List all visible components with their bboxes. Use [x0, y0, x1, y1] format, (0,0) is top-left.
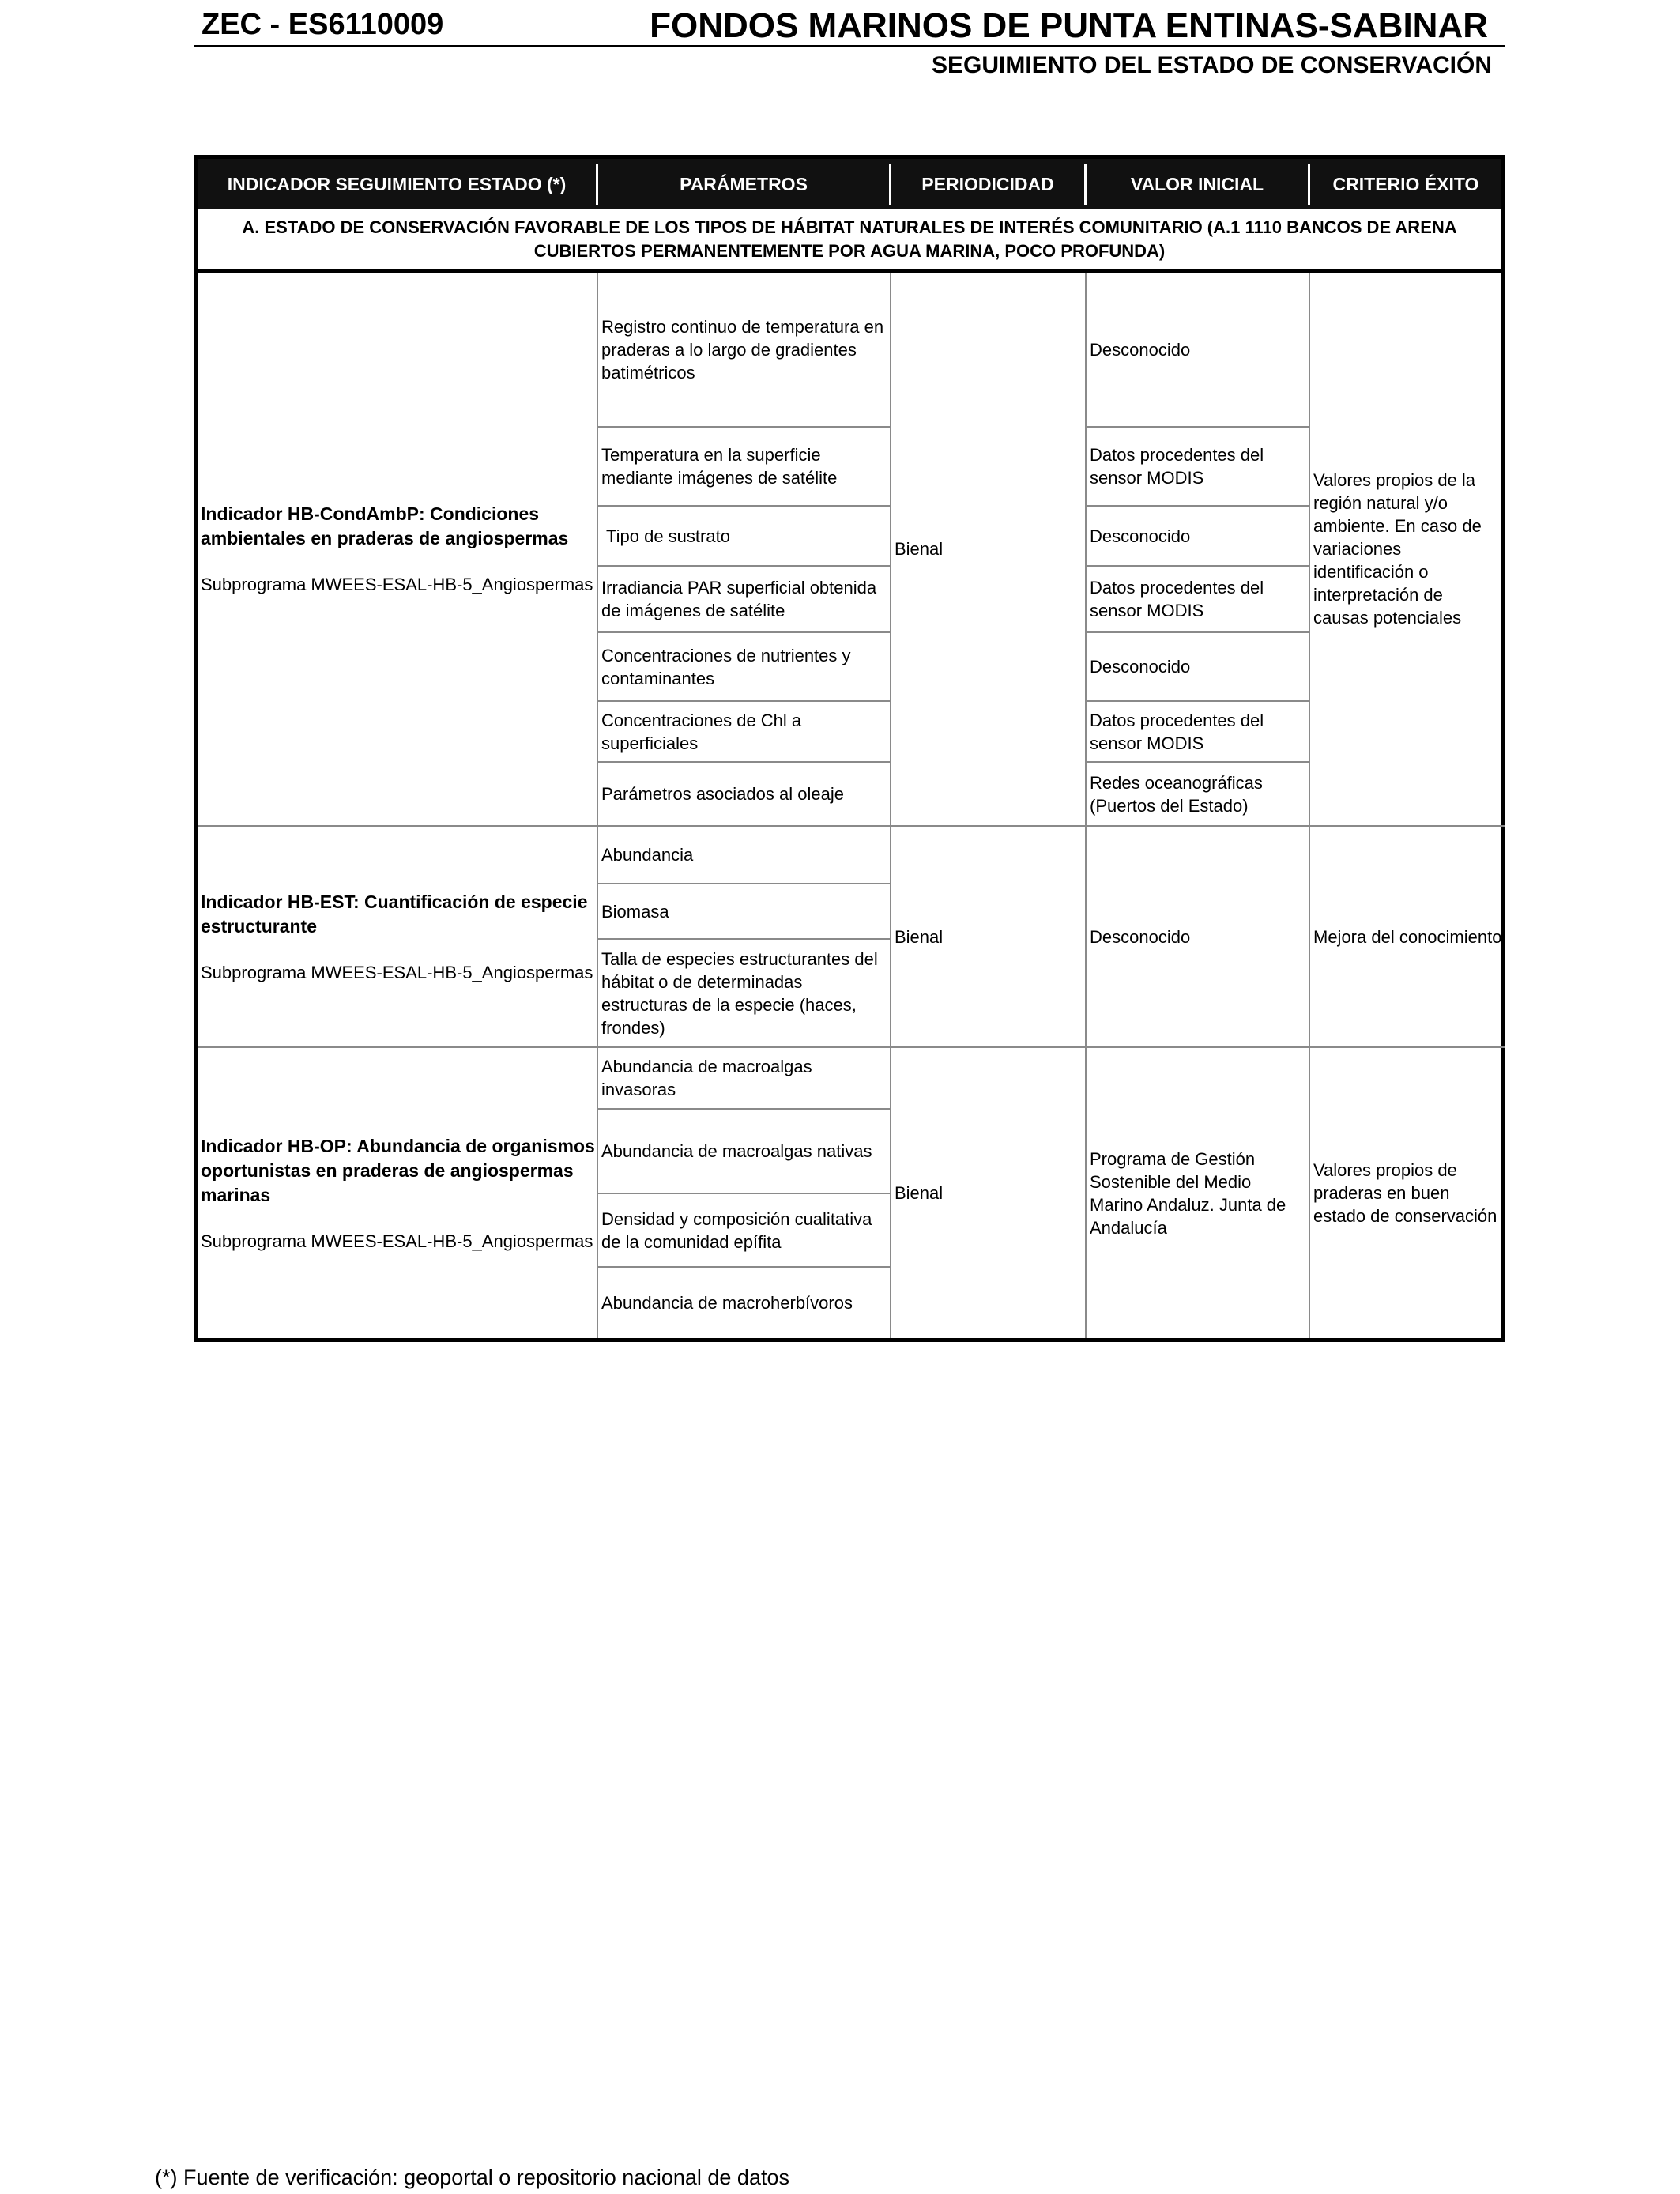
indicator-subprogram: Subprograma MWEES-ESAL-HB-5_Angiospermas: [201, 1231, 593, 1251]
section-title: A. ESTADO DE CONSERVACIÓN FAVORABLE DE LOS TIPOS DE HÁBITAT NATURALES DE INTERÉS COMUNITARIO (A.1 1110 BANCOS DE ARENA CUBIERTOS PERMANENTEMENTE POR AGUA MARINA, POCO PROFUNDA): [198, 209, 1501, 273]
parameter-cell: [598, 273, 891, 428]
criterion-text: Valores propios de praderas en buen estado de conservación: [1313, 1160, 1497, 1226]
indicator-title: Indicador HB-CondAmbP: Condiciones ambientales en praderas de angiospermas: [201, 503, 569, 548]
initial-value-cell: [1087, 827, 1310, 1048]
initial-value-text: Programa de Gestión Sostenible del Medio Marino Andaluz. Junta de Andalucía: [1090, 1148, 1286, 1238]
initial-value-text: Desconocido: [1090, 339, 1191, 360]
col-header-parameters: PARÁMETROS: [680, 173, 808, 194]
parameter-text: Talla de especies estructurantes del hábitat o de determinadas estructuras de la especie (haces, frondes): [601, 948, 878, 1038]
periodicity-text: Bienal: [895, 1183, 944, 1203]
parameter-cell: [598, 884, 891, 940]
col-header-initial-value: VALOR INICIAL: [1130, 173, 1264, 194]
initial-value-text: Datos procedentes del sensor MODIS: [1090, 445, 1264, 488]
parameter-cell: [598, 428, 891, 507]
col-header-success-criterion: CRITERIO ÉXITO: [1332, 173, 1479, 194]
criterion-cell: [1310, 827, 1505, 1048]
page-subtitle: SEGUIMIENTO DEL ESTADO DE CONSERVACIÓN: [932, 52, 1492, 78]
parameter-cell: [598, 1110, 891, 1194]
criterion-cell: [1310, 1048, 1505, 1338]
initial-value-text: Redes oceanográficas (Puertos del Estado): [1090, 772, 1263, 816]
conservation-table: [194, 155, 1505, 1342]
col-header-indicator: INDICADOR SEGUIMIENTO ESTADO (*): [227, 173, 567, 194]
parameter-text: Abundancia de macroalgas invasoras: [601, 1057, 812, 1099]
periodicity-cell: [891, 827, 1087, 1048]
parameter-cell: [598, 827, 891, 884]
indicator-title: Indicador HB-OP: Abundancia de organismos oportunistas en praderas de angiospermas marinas: [201, 1135, 595, 1205]
periodicity-text: Bienal: [895, 926, 944, 947]
footnote: (*) Fuente de verificación: geoportal o repositorio nacional de datos: [155, 2166, 789, 2189]
parameter-text: Abundancia de macroherbívoros: [601, 1293, 853, 1313]
initial-value-text: Desconocido: [1090, 526, 1191, 546]
criterion-text: Mejora del conocimiento: [1313, 926, 1502, 947]
parameter-cell: [598, 702, 891, 763]
parameter-cell: [598, 567, 891, 633]
initial-value-cell: [1087, 763, 1310, 827]
parameter-text: Abundancia: [601, 845, 694, 865]
parameter-text: Tipo de sustrato: [606, 526, 730, 546]
indicator-subprogram: Subprograma MWEES-ESAL-HB-5_Angiospermas: [201, 575, 593, 594]
parameter-text: Densidad y composición cualitativa de la comunidad epífita: [601, 1208, 872, 1252]
header-rule: [194, 45, 1505, 47]
col-header-periodicity: PERIODICIDAD: [921, 173, 1054, 194]
initial-value-cell: [1087, 633, 1310, 702]
initial-value-cell: [1087, 428, 1310, 507]
parameter-cell: [598, 1048, 891, 1110]
periodicity-cell: [891, 273, 1087, 827]
indicator-cell: [198, 273, 598, 827]
parameter-cell: [598, 763, 891, 827]
parameter-cell: [598, 1194, 891, 1268]
initial-value-cell: [1087, 567, 1310, 633]
parameter-text: Concentraciones de Chl a superficiales: [601, 710, 802, 753]
parameter-text: Biomasa: [601, 901, 669, 922]
initial-value-text: Desconocido: [1090, 657, 1191, 677]
parameter-cell: [598, 1268, 891, 1338]
initial-value-cell: [1087, 273, 1310, 428]
parameter-cell: [598, 507, 891, 567]
periodicity-cell: [891, 1048, 1087, 1338]
parameter-cell: [598, 940, 891, 1048]
parameter-text: Parámetros asociados al oleaje: [601, 784, 844, 804]
indicator-subprogram: Subprograma MWEES-ESAL-HB-5_Angiospermas: [201, 962, 593, 982]
parameter-text: Registro continuo de temperatura en praderas a lo largo de gradientes batimétricos: [601, 316, 884, 383]
site-name: FONDOS MARINOS DE PUNTA ENTINAS-SABINAR: [650, 6, 1488, 45]
parameter-cell: [598, 633, 891, 702]
initial-value-cell: [1087, 702, 1310, 763]
parameter-text: Temperatura en la superficie mediante imágenes de satélite: [601, 445, 838, 488]
site-code: ZEC - ES6110009: [202, 8, 444, 41]
initial-value-text: Datos procedentes del sensor MODIS: [1090, 578, 1264, 620]
initial-value-cell: [1087, 507, 1310, 567]
initial-value-text: Desconocido: [1090, 926, 1191, 947]
parameter-text: Irradiancia PAR superficial obtenida de imágenes de satélite: [601, 578, 877, 620]
parameter-text: Concentraciones de nutrientes y contaminantes: [601, 645, 851, 688]
criterion-cell: [1310, 273, 1505, 827]
periodicity-text: Bienal: [895, 539, 944, 559]
indicator-title: Indicador HB-EST: Cuantificación de especie estructurante: [201, 891, 588, 937]
indicator-cell: [198, 1048, 598, 1338]
parameter-text: Abundancia de macroalgas nativas: [601, 1141, 872, 1161]
criterion-text: Valores propios de la región natural y/o ambiente. En caso de variaciones identificación o interpretación de causas potenciales: [1313, 470, 1482, 628]
initial-value-cell: [1087, 1048, 1310, 1338]
indicator-cell: [198, 827, 598, 1048]
initial-value-text: Datos procedentes del sensor MODIS: [1090, 710, 1264, 753]
table-header-row: [198, 159, 1501, 209]
